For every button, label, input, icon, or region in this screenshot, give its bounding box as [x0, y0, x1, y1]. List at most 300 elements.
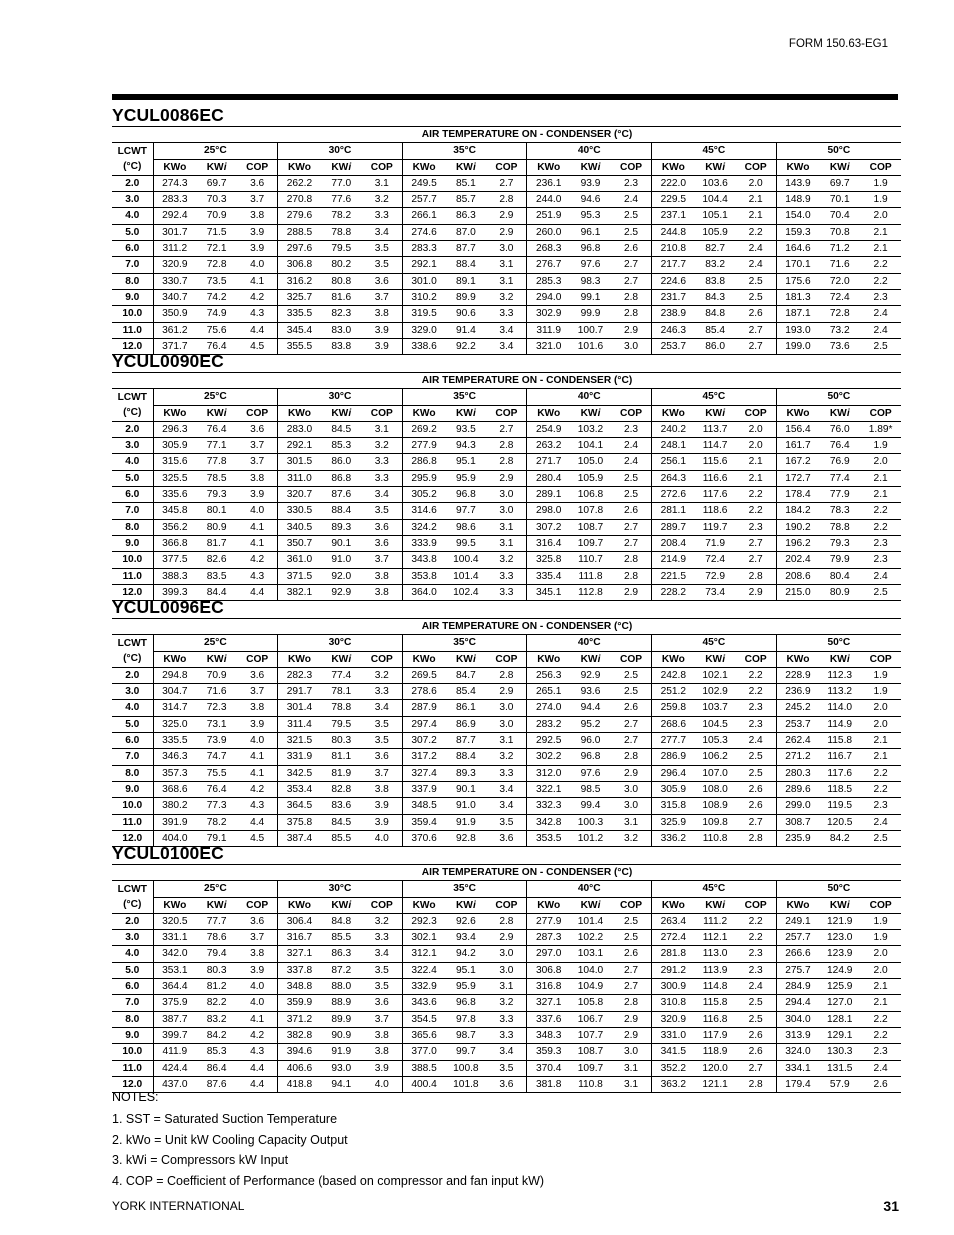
- data-cell: 97.6: [570, 257, 611, 273]
- data-cell: 3.3: [486, 306, 527, 322]
- column-header-suffix: i: [223, 161, 227, 173]
- temperature-header-row: [112, 881, 901, 897]
- data-cell: 76.9: [819, 454, 860, 470]
- data-cell: 350.9: [153, 306, 196, 322]
- lcwt-value: 10.0: [112, 306, 153, 322]
- data-cell: 86.9: [445, 716, 486, 732]
- data-cell: 322.4: [402, 962, 445, 978]
- data-cell: 89.1: [445, 273, 486, 289]
- data-cell: 3.0: [486, 700, 527, 716]
- data-cell: 345.8: [153, 503, 196, 519]
- data-cell: 342.5: [278, 765, 321, 781]
- data-cell: 96.1: [570, 224, 611, 240]
- data-cell: 278.6: [402, 684, 445, 700]
- data-cell: 103.7: [695, 700, 736, 716]
- data-cell: 102.1: [695, 667, 736, 683]
- data-cell: 332.3: [527, 798, 570, 814]
- table-row: [112, 487, 901, 503]
- column-header-text: KW: [705, 161, 723, 173]
- data-cell: 128.1: [819, 1011, 860, 1027]
- data-cell: 121.1: [695, 1076, 736, 1092]
- data-cell: 2.3: [860, 535, 901, 551]
- data-cell: 2.7: [486, 421, 527, 437]
- data-cell: 228.9: [776, 667, 819, 683]
- performance-table-section: [112, 842, 901, 1088]
- blank-cell: [112, 865, 153, 881]
- data-cell: 4.1: [237, 535, 278, 551]
- data-cell: 357.3: [153, 765, 196, 781]
- column-header: KWo: [278, 897, 321, 913]
- column-header: [445, 159, 486, 175]
- table-row: [112, 765, 901, 781]
- data-cell: 3.3: [486, 584, 527, 600]
- lcwt-value: 12.0: [112, 830, 153, 846]
- table-row: [112, 224, 901, 240]
- data-cell: 382.8: [278, 1027, 321, 1043]
- data-cell: 237.1: [652, 208, 695, 224]
- data-cell: 3.0: [611, 1044, 652, 1060]
- data-cell: 3.4: [486, 1044, 527, 1060]
- data-cell: 70.3: [196, 192, 237, 208]
- data-cell: 418.8: [278, 1076, 321, 1092]
- data-cell: 289.7: [652, 519, 695, 535]
- column-header-text: KW: [580, 899, 598, 911]
- data-cell: 96.8: [445, 487, 486, 503]
- data-cell: 91.9: [445, 814, 486, 830]
- column-header-text: KW: [206, 407, 224, 419]
- data-cell: 91.9: [321, 1044, 362, 1060]
- data-cell: 342.0: [153, 946, 196, 962]
- data-cell: 3.1: [611, 814, 652, 830]
- data-cell: 3.1: [486, 979, 527, 995]
- data-cell: 2.5: [736, 273, 777, 289]
- data-cell: 337.9: [402, 781, 445, 797]
- data-cell: 2.9: [486, 930, 527, 946]
- data-cell: 96.8: [570, 241, 611, 257]
- data-cell: 371.2: [278, 1011, 321, 1027]
- data-cell: 346.3: [153, 749, 196, 765]
- data-cell: 2.1: [860, 995, 901, 1011]
- data-cell: 105.9: [570, 470, 611, 486]
- table-row: [112, 470, 901, 486]
- data-cell: 2.4: [860, 322, 901, 338]
- data-cell: 93.9: [570, 175, 611, 191]
- data-cell: 2.7: [736, 322, 777, 338]
- data-cell: 80.3: [321, 733, 362, 749]
- data-cell: 2.6: [736, 781, 777, 797]
- table-row: [112, 273, 901, 289]
- data-cell: 3.9: [362, 814, 403, 830]
- lcwt-value: 11.0: [112, 322, 153, 338]
- temperature-header: 50°C: [776, 143, 901, 159]
- data-cell: 2.3: [860, 1044, 901, 1060]
- column-header: COP: [370, 653, 393, 665]
- data-cell: 3.4: [362, 487, 403, 503]
- data-cell: 314.7: [153, 700, 196, 716]
- data-cell: 228.2: [652, 584, 695, 600]
- data-cell: 83.2: [695, 257, 736, 273]
- data-cell: 80.3: [196, 962, 237, 978]
- data-cell: 77.1: [196, 438, 237, 454]
- column-header-suffix: i: [348, 653, 352, 665]
- temperature-header: 40°C: [527, 881, 652, 897]
- data-cell: 2.9: [736, 584, 777, 600]
- column-header: [570, 405, 611, 421]
- column-header: [196, 405, 237, 421]
- data-cell: 377.0: [402, 1044, 445, 1060]
- column-header: [570, 651, 611, 667]
- data-cell: 82.3: [321, 306, 362, 322]
- data-cell: 2.6: [860, 1076, 901, 1092]
- lcwt-value: 6.0: [112, 979, 153, 995]
- data-cell: 77.0: [321, 175, 362, 191]
- data-cell: 276.7: [527, 257, 570, 273]
- lcwt-value: 3.0: [112, 930, 153, 946]
- column-header: COP: [495, 899, 518, 911]
- data-cell: 330.7: [153, 273, 196, 289]
- data-cell: 305.9: [652, 781, 695, 797]
- table-row: [112, 684, 901, 700]
- data-cell: 102.4: [445, 584, 486, 600]
- data-cell: 289.1: [527, 487, 570, 503]
- data-cell: 78.3: [819, 503, 860, 519]
- table-row: [112, 175, 901, 191]
- column-header: [819, 159, 860, 175]
- data-cell: 88.0: [321, 979, 362, 995]
- data-cell: 87.6: [196, 1076, 237, 1092]
- data-cell: 343.8: [402, 552, 445, 568]
- data-cell: 2.9: [611, 765, 652, 781]
- table-row: [112, 289, 901, 305]
- data-cell: 127.0: [819, 995, 860, 1011]
- data-cell: 87.2: [321, 962, 362, 978]
- data-cell: 4.4: [237, 322, 278, 338]
- data-cell: 3.2: [611, 830, 652, 846]
- data-cell: 343.6: [402, 995, 445, 1011]
- data-cell: 2.8: [486, 667, 527, 683]
- data-cell: 2.1: [860, 749, 901, 765]
- data-cell: 2.3: [611, 421, 652, 437]
- column-header: COP: [495, 161, 518, 173]
- data-cell: 3.1: [611, 1076, 652, 1092]
- table-row: [112, 798, 901, 814]
- column-header: COP: [619, 899, 643, 911]
- column-header-suffix: i: [472, 161, 476, 173]
- data-cell: 2.2: [860, 781, 901, 797]
- data-cell: 71.6: [819, 257, 860, 273]
- data-cell: 325.0: [153, 716, 196, 732]
- data-cell: 96.8: [570, 749, 611, 765]
- data-cell: 1.9: [860, 913, 901, 929]
- column-header-suffix: i: [722, 653, 726, 665]
- data-cell: 101.4: [445, 568, 486, 584]
- data-cell: 334.1: [776, 1060, 819, 1076]
- data-cell: 2.1: [860, 733, 901, 749]
- data-cell: 72.1: [196, 241, 237, 257]
- data-cell: 298.0: [527, 503, 570, 519]
- data-cell: 71.9: [695, 535, 736, 551]
- data-cell: 2.7: [736, 552, 777, 568]
- model-title: YCUL0086EC: [112, 105, 224, 125]
- data-cell: 97.6: [570, 765, 611, 781]
- table-row: [112, 930, 901, 946]
- data-cell: 292.4: [153, 208, 196, 224]
- data-cell: 316.7: [278, 930, 321, 946]
- page-number: 31: [883, 1198, 899, 1214]
- data-cell: 94.4: [570, 700, 611, 716]
- lcwt-value: 8.0: [112, 765, 153, 781]
- data-cell: 86.3: [321, 946, 362, 962]
- data-cell: 108.7: [570, 519, 611, 535]
- data-cell: 3.0: [611, 798, 652, 814]
- data-cell: 117.6: [819, 765, 860, 781]
- column-header-text: KW: [331, 161, 349, 173]
- data-cell: 245.2: [776, 700, 819, 716]
- data-cell: 210.8: [652, 241, 695, 257]
- data-cell: 175.6: [776, 273, 819, 289]
- column-header-suffix: i: [597, 161, 601, 173]
- data-cell: 364.0: [402, 584, 445, 600]
- data-cell: 2.7: [486, 175, 527, 191]
- column-header: COP: [869, 653, 892, 665]
- data-cell: 129.1: [819, 1027, 860, 1043]
- data-cell: 2.3: [860, 798, 901, 814]
- data-cell: 3.5: [362, 241, 403, 257]
- lcwt-value: 5.0: [112, 716, 153, 732]
- data-cell: 89.3: [321, 519, 362, 535]
- column-header-suffix: i: [223, 653, 227, 665]
- column-header: [321, 159, 362, 175]
- data-cell: 248.1: [652, 438, 695, 454]
- data-cell: 98.6: [445, 519, 486, 535]
- column-header: COP: [619, 653, 643, 665]
- column-header-text: KW: [580, 161, 598, 173]
- data-cell: 88.9: [321, 995, 362, 1011]
- data-cell: 92.6: [445, 913, 486, 929]
- model-title: YCUL0096EC: [112, 597, 224, 617]
- data-cell: 105.8: [570, 995, 611, 1011]
- column-header: KWo: [776, 651, 819, 667]
- column-header-suffix: i: [223, 899, 227, 911]
- lcwt-value: 12.0: [112, 1076, 153, 1092]
- table-row: [112, 192, 901, 208]
- air-temp-header: AIR TEMPERATURE ON - CONDENSER (°C): [153, 373, 901, 389]
- data-cell: 102.2: [570, 930, 611, 946]
- data-cell: 399.7: [153, 1027, 196, 1043]
- data-cell: 57.9: [819, 1076, 860, 1092]
- data-cell: 2.3: [736, 946, 777, 962]
- data-cell: 2.7: [611, 273, 652, 289]
- data-cell: 4.4: [237, 1060, 278, 1076]
- data-cell: 244.0: [527, 192, 570, 208]
- data-cell: 279.6: [278, 208, 321, 224]
- air-temp-header: AIR TEMPERATURE ON - CONDENSER (°C): [153, 619, 901, 635]
- data-cell: 2.7: [736, 1060, 777, 1076]
- data-cell: 3.5: [362, 257, 403, 273]
- data-cell: 109.8: [695, 814, 736, 830]
- data-cell: 2.0: [736, 421, 777, 437]
- data-cell: 3.9: [237, 487, 278, 503]
- data-cell: 283.0: [278, 421, 321, 437]
- data-cell: 72.8: [819, 306, 860, 322]
- table-row: [112, 700, 901, 716]
- table-row: [112, 716, 901, 732]
- column-header-text: KW: [331, 653, 349, 665]
- table-row: [112, 322, 901, 338]
- data-cell: 170.1: [776, 257, 819, 273]
- temperature-header: 30°C: [278, 389, 403, 405]
- data-cell: 297.0: [527, 946, 570, 962]
- data-cell: 313.9: [776, 1027, 819, 1043]
- data-cell: 359.4: [402, 814, 445, 830]
- data-cell: 302.1: [402, 930, 445, 946]
- data-cell: 251.2: [652, 684, 695, 700]
- lcwt-value: 10.0: [112, 552, 153, 568]
- data-cell: 77.4: [819, 470, 860, 486]
- lcwt-value: 9.0: [112, 781, 153, 797]
- data-cell: 315.6: [153, 454, 196, 470]
- data-cell: 4.5: [237, 830, 278, 846]
- column-header: [695, 159, 736, 175]
- table-row: [112, 667, 901, 683]
- data-cell: 2.8: [486, 454, 527, 470]
- lcwt-value: 4.0: [112, 700, 153, 716]
- column-header: [445, 405, 486, 421]
- data-cell: 387.7: [153, 1011, 196, 1027]
- data-cell: 100.7: [570, 322, 611, 338]
- data-cell: 115.6: [695, 454, 736, 470]
- data-cell: 74.9: [196, 306, 237, 322]
- data-cell: 97.8: [445, 1011, 486, 1027]
- data-cell: 2.7: [611, 979, 652, 995]
- column-header-suffix: i: [597, 653, 601, 665]
- data-cell: 89.9: [321, 1011, 362, 1027]
- data-cell: 202.4: [776, 552, 819, 568]
- column-header: COP: [744, 407, 767, 419]
- data-cell: 4.0: [237, 503, 278, 519]
- temperature-header: 40°C: [527, 389, 652, 405]
- data-cell: 3.4: [362, 946, 403, 962]
- data-cell: 2.3: [611, 175, 652, 191]
- table-row: [112, 257, 901, 273]
- column-header-text: KW: [705, 899, 723, 911]
- data-cell: 95.9: [445, 979, 486, 995]
- data-cell: 311.4: [278, 716, 321, 732]
- data-cell: 348.3: [527, 1027, 570, 1043]
- data-cell: 84.5: [321, 814, 362, 830]
- data-cell: 82.7: [695, 241, 736, 257]
- data-cell: 319.5: [402, 306, 445, 322]
- data-cell: 3.4: [486, 781, 527, 797]
- data-cell: 81.7: [196, 535, 237, 551]
- data-cell: 70.1: [819, 192, 860, 208]
- data-cell: 75.5: [196, 765, 237, 781]
- data-cell: 3.1: [486, 733, 527, 749]
- data-cell: 81.2: [196, 979, 237, 995]
- data-cell: 256.3: [527, 667, 570, 683]
- model-title: YCUL0090EC: [112, 351, 224, 371]
- data-cell: 235.9: [776, 830, 819, 846]
- column-header: KWo: [278, 159, 321, 175]
- column-header-text: KW: [331, 407, 349, 419]
- data-cell: 355.5: [278, 338, 321, 354]
- column-header-text: KW: [455, 653, 473, 665]
- data-cell: 325.8: [527, 552, 570, 568]
- data-cell: 4.3: [237, 798, 278, 814]
- data-cell: 4.1: [237, 273, 278, 289]
- data-cell: 76.4: [819, 438, 860, 454]
- data-cell: 98.5: [570, 781, 611, 797]
- table-row: [112, 454, 901, 470]
- data-cell: 381.8: [527, 1076, 570, 1092]
- column-header: COP: [619, 161, 643, 173]
- column-header-suffix: i: [846, 653, 850, 665]
- data-cell: 99.1: [570, 289, 611, 305]
- data-cell: 3.0: [486, 487, 527, 503]
- air-temp-header-row: [112, 127, 901, 143]
- data-cell: 104.5: [695, 716, 736, 732]
- model-title: YCUL0100EC: [112, 843, 224, 863]
- data-cell: 331.9: [278, 749, 321, 765]
- data-cell: 4.0: [237, 257, 278, 273]
- air-temp-header-row: [112, 619, 901, 635]
- data-cell: 330.5: [278, 503, 321, 519]
- column-header: COP: [495, 653, 518, 665]
- data-cell: 90.6: [445, 306, 486, 322]
- data-cell: 79.9: [819, 552, 860, 568]
- data-cell: 3.2: [486, 289, 527, 305]
- column-header: COP: [744, 161, 767, 173]
- data-cell: 294.8: [153, 667, 196, 683]
- data-cell: 3.0: [486, 962, 527, 978]
- data-cell: 2.0: [860, 454, 901, 470]
- data-cell: 299.0: [776, 798, 819, 814]
- data-cell: 304.0: [776, 1011, 819, 1027]
- data-cell: 2.4: [736, 979, 777, 995]
- data-cell: 2.4: [860, 568, 901, 584]
- data-cell: 79.1: [196, 830, 237, 846]
- data-cell: 79.5: [321, 716, 362, 732]
- data-cell: 300.9: [652, 979, 695, 995]
- data-cell: 3.9: [362, 322, 403, 338]
- temperature-header: 45°C: [652, 143, 777, 159]
- column-header: KWo: [776, 897, 819, 913]
- data-cell: 4.4: [237, 584, 278, 600]
- data-cell: 77.8: [196, 454, 237, 470]
- column-header: KWo: [652, 651, 695, 667]
- data-cell: 80.4: [819, 568, 860, 584]
- data-cell: 388.5: [402, 1060, 445, 1076]
- data-cell: 2.2: [860, 257, 901, 273]
- data-cell: 284.9: [776, 979, 819, 995]
- data-cell: 84.4: [196, 584, 237, 600]
- data-cell: 215.0: [776, 584, 819, 600]
- data-cell: 75.6: [196, 322, 237, 338]
- lcwt-value: 12.0: [112, 584, 153, 600]
- lcwt-value: 5.0: [112, 470, 153, 486]
- data-cell: 361.0: [278, 552, 321, 568]
- data-cell: 84.2: [196, 1027, 237, 1043]
- data-cell: 274.6: [402, 224, 445, 240]
- data-cell: 3.1: [362, 175, 403, 191]
- data-cell: 280.3: [776, 765, 819, 781]
- data-cell: 2.2: [860, 503, 901, 519]
- lcwt-value: 9.0: [112, 1027, 153, 1043]
- data-cell: 2.0: [860, 962, 901, 978]
- data-cell: 92.9: [570, 667, 611, 683]
- lcwt-value: 6.0: [112, 487, 153, 503]
- data-cell: 100.8: [445, 1060, 486, 1076]
